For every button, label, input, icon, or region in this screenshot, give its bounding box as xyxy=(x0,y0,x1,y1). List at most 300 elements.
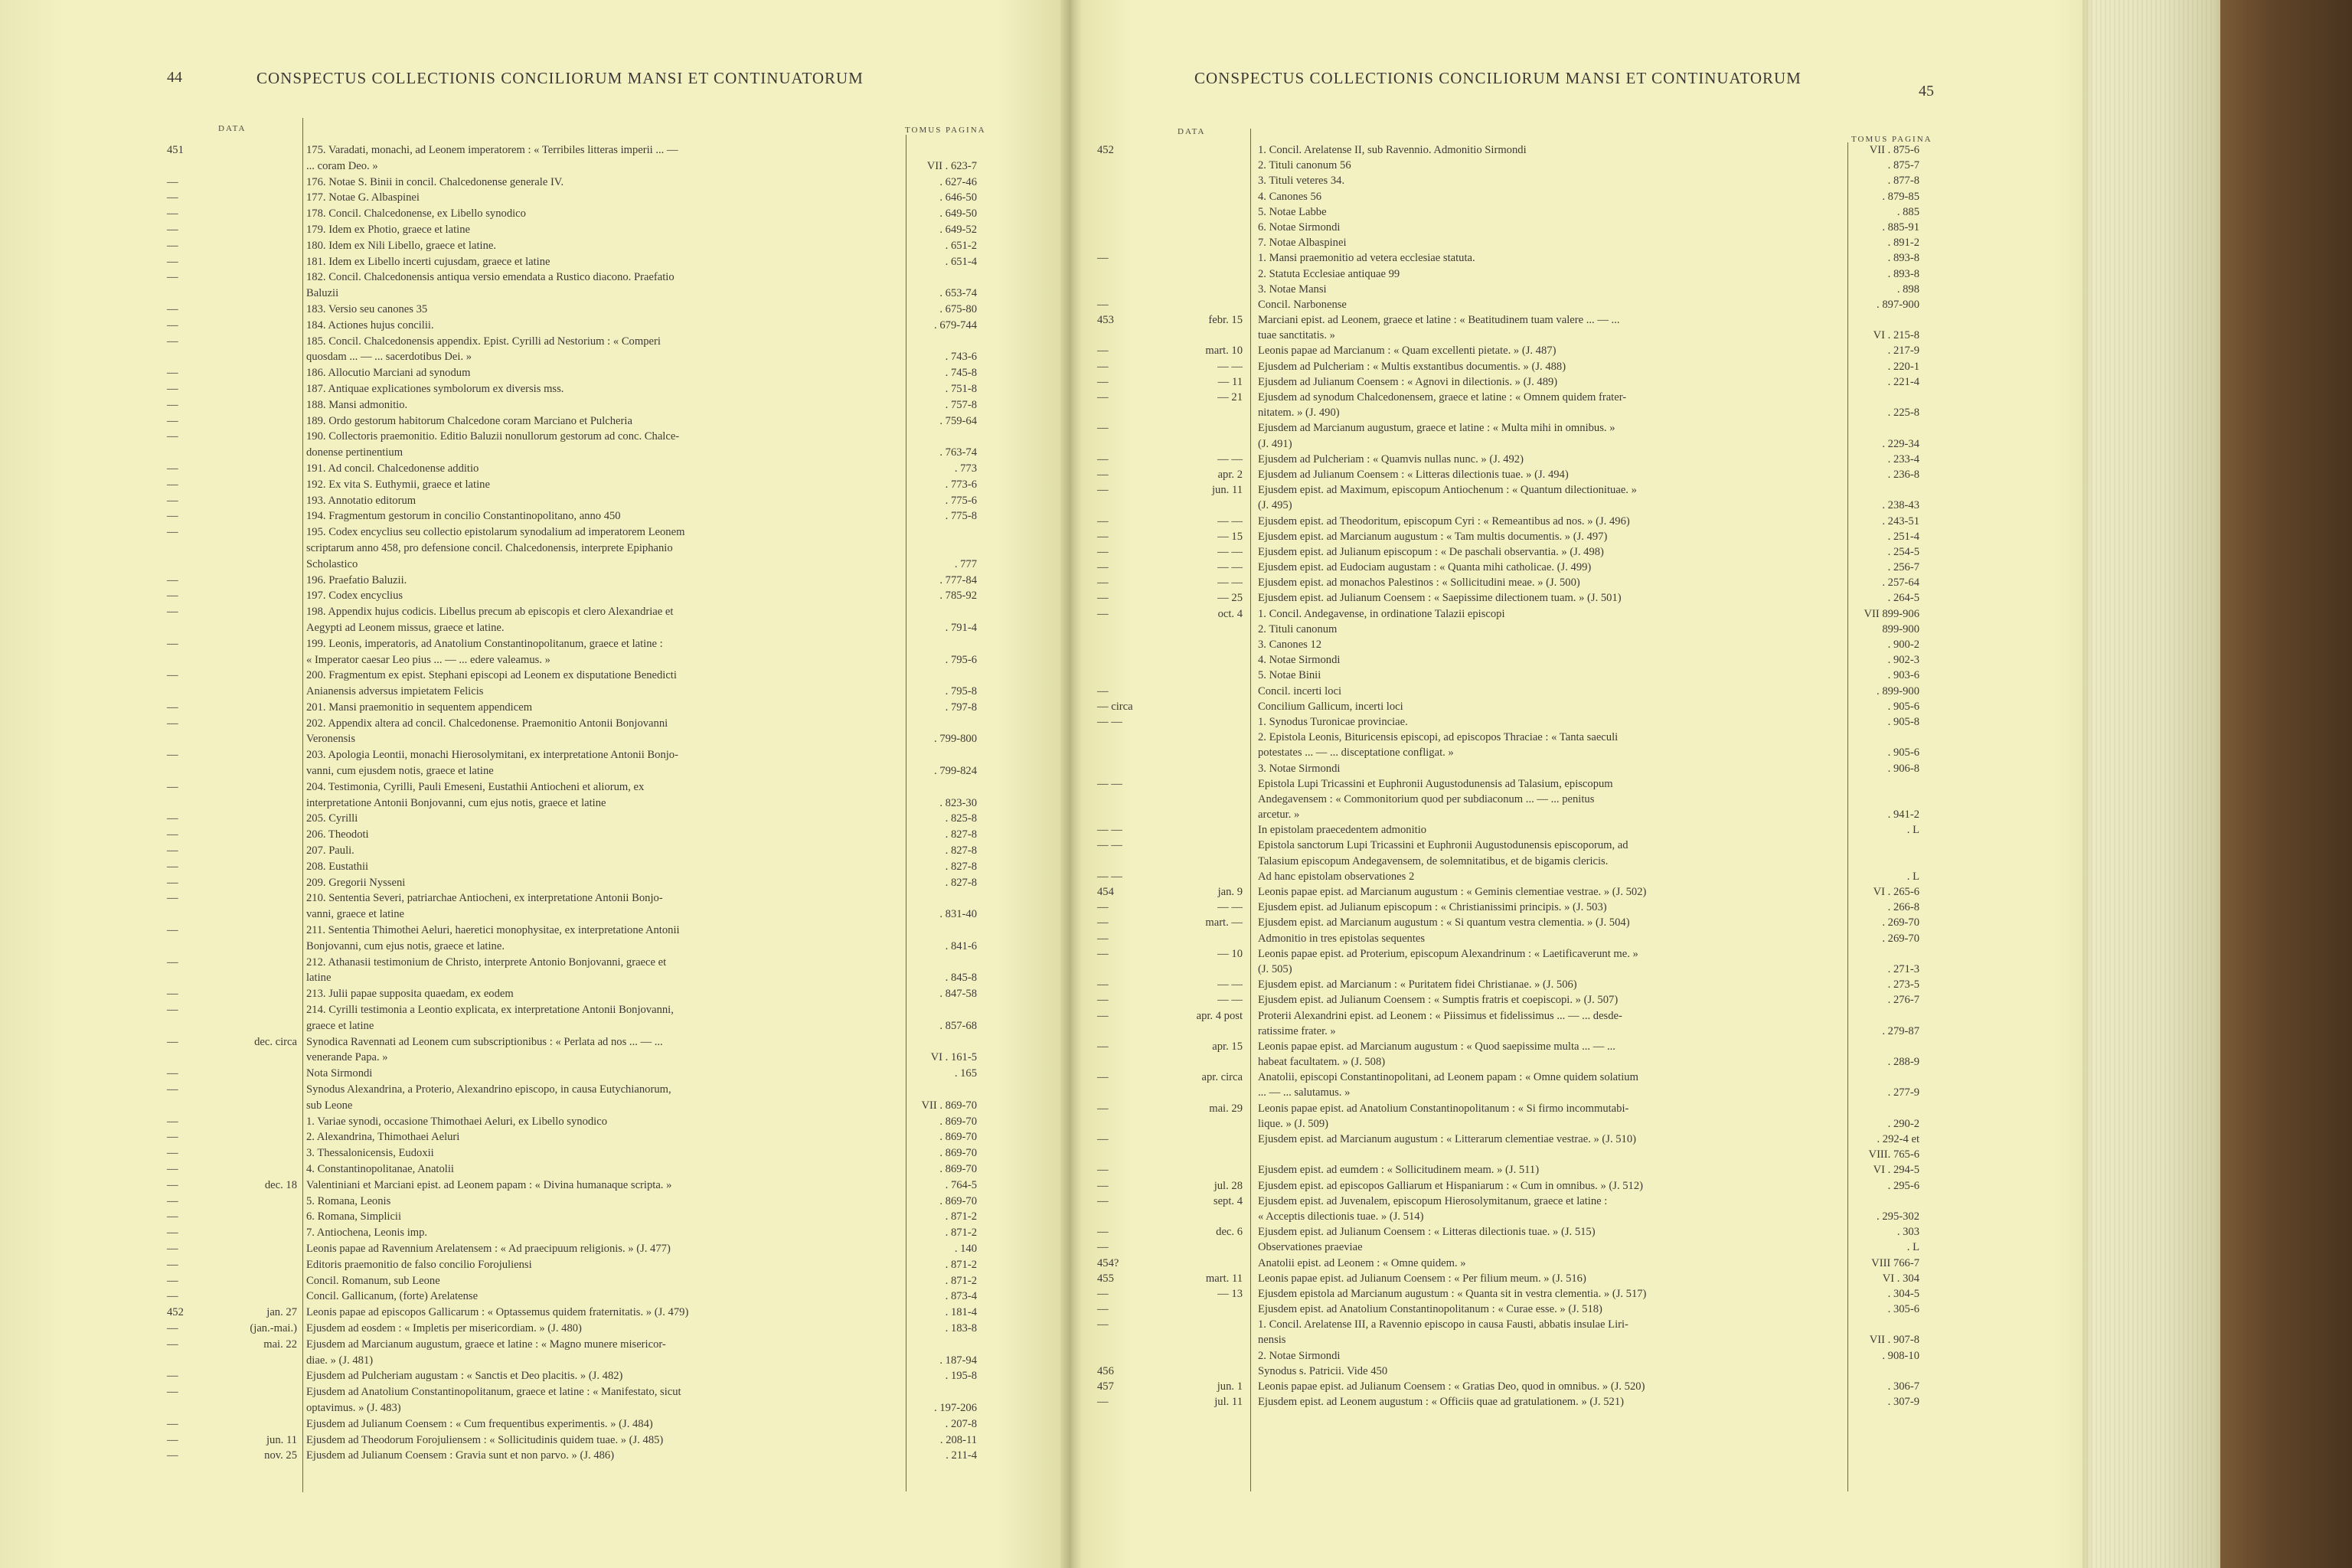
entry-text: 192. Ex vita S. Euthymii, graece et latine xyxy=(306,478,490,491)
entry-year: — xyxy=(1097,298,1109,311)
entry-text: nitatem. » (J. 490) xyxy=(1258,407,1340,420)
entry-year: — xyxy=(1097,1396,1109,1409)
entry-volume-page: . 869-70 xyxy=(939,1115,977,1128)
entry-volume-page: . 279-87 xyxy=(1882,1024,1919,1037)
entry-year: — xyxy=(167,780,178,793)
entry-volume-page: . L xyxy=(1906,870,1919,883)
entry-text: Talasium episcopum Andegavensem, de solemnitatibus, et de bigamis clericis. xyxy=(1258,854,1609,867)
entry-text: 193. Annotatio editorum xyxy=(306,494,416,507)
entry-year: — xyxy=(167,271,178,284)
entry-volume-page: . 875-7 xyxy=(1887,159,1919,172)
entry-text: nensis xyxy=(1258,1334,1286,1347)
entry-year: — xyxy=(1097,484,1109,497)
entry-year: — xyxy=(1097,375,1109,388)
entry-volume-page: . 757-8 xyxy=(945,398,977,411)
entry-text: Ejusdem epist. ad Leonem augustum : « Officiis quae ad gratulationem. » (J. 521) xyxy=(1258,1396,1624,1409)
entry-volume-page: . 823-30 xyxy=(939,796,977,809)
col-data-right: DATA xyxy=(1178,127,1206,136)
entry-year: — xyxy=(167,302,178,315)
entry-volume-page: . 751-8 xyxy=(945,382,977,395)
entry-year: — xyxy=(1097,514,1109,528)
entry-date: jan. 27 xyxy=(266,1306,297,1319)
entry-text: 184. Actiones hujus concilii. xyxy=(306,318,434,332)
entry-text: Ejusdem epist. ad episcopos Galliarum et Hispaniarum : « Cum in omnibus. » (J. 512) xyxy=(1258,1179,1644,1192)
entry-year: — xyxy=(167,1115,178,1128)
entry-volume-page: . 264-5 xyxy=(1887,592,1919,605)
entry-volume-page: . 269-70 xyxy=(1882,932,1919,945)
gutter xyxy=(1060,0,1082,1568)
entry-volume-page: . 307-9 xyxy=(1887,1396,1919,1409)
entry-volume-page: . 257-64 xyxy=(1882,577,1919,590)
page-header-right: CONSPECTUS COLLECTIONIS CONCILIORUM MANSI ET CONTINUATORUM xyxy=(1194,69,1802,87)
entry-text: 212. Athanasii testimonium de Christo, interprete Antonio Bonjovanni, graece et xyxy=(306,956,667,969)
entry-date: — 11 xyxy=(1217,375,1243,388)
entry-text: 214. Cyrilli testimonia a Leontio explicata, ex interpretatione Antonii Bonjovanni, xyxy=(306,1004,674,1017)
entry-year: — xyxy=(167,1004,178,1017)
entry-year: — xyxy=(167,239,178,252)
entry-volume-page: . 905-8 xyxy=(1887,715,1919,728)
entry-date: — 21 xyxy=(1217,391,1243,403)
entry-date: apr. circa xyxy=(1201,1071,1243,1084)
entry-year: — xyxy=(1097,1040,1109,1053)
entry-year: — xyxy=(167,414,178,427)
entry-year: — xyxy=(167,1417,178,1430)
entry-year: — — xyxy=(1097,870,1122,883)
entry-text: Valentiniani et Marciani epist. ad Leonem papam : « Divina humanaque scripta. » xyxy=(306,1178,672,1191)
entry-year: — xyxy=(1097,452,1109,466)
entry-text: 1. Concil. Andegavense, in ordinatione Talazii episcopi xyxy=(1258,607,1505,620)
entry-volume-page: . 885-91 xyxy=(1882,220,1919,234)
entry-year: — — xyxy=(1097,824,1122,837)
entry-year: — xyxy=(1097,1164,1109,1177)
left-page xyxy=(0,0,1060,1568)
entry-text: Leonis papae epist. ad Marcianum augustum : « Quod saepissime multa ... — ... xyxy=(1258,1040,1615,1053)
entry-volume-page: . 236-8 xyxy=(1887,468,1919,481)
entry-volume-page: . 905-6 xyxy=(1887,700,1919,713)
entry-volume-page: . 775-8 xyxy=(945,510,977,523)
entry-year: 452 xyxy=(167,1306,184,1319)
entry-text: Ejusdem epist. ad Marcianum augustum : « Si quantum vestra clementia. » (J. 504) xyxy=(1258,916,1630,929)
entry-volume-page: . 181-4 xyxy=(945,1306,977,1319)
entry-year: — xyxy=(167,175,178,188)
entry-volume-page: . 941-2 xyxy=(1887,808,1919,822)
entry-year: — xyxy=(167,606,178,619)
entry-text: Ejusdem epist. ad Julianum Coensem : « Saepissime dilectionem tuam. » (J. 501) xyxy=(1258,592,1622,605)
entry-volume-page: VII . 869-70 xyxy=(921,1099,977,1112)
entry-text: Ejusdem epist. ad Anatolium Constantinopolitanum : « Curae esse. » (J. 518) xyxy=(1258,1303,1602,1316)
entry-volume-page: . 271-3 xyxy=(1887,962,1919,975)
entry-volume-page: . 276-7 xyxy=(1887,994,1919,1007)
entry-text: Ejusdem ad Julianum Coensem : « Agnovi in dilectionis. » (J. 489) xyxy=(1258,375,1558,388)
entry-text: Admonitio in tres epistolas sequentes xyxy=(1258,932,1426,945)
entry-volume-page: . 908-10 xyxy=(1882,1349,1919,1362)
entry-date: sept. 4 xyxy=(1213,1194,1243,1207)
entry-text: Leonis papae epist. ad Marcianum augustum : « Geminis clementiae vestrae. » (J. 502) xyxy=(1258,886,1647,898)
entry-text: « Imperator caesar Leo pius ... — ... edere valeamus. » xyxy=(306,653,550,666)
entry-volume-page: . 183-8 xyxy=(945,1321,977,1334)
entry-year: — xyxy=(1097,1179,1109,1192)
entry-text: quosdam ... — ... sacerdotibus Dei. » xyxy=(306,351,472,364)
entry-year: — xyxy=(167,398,178,411)
entry-year: — — xyxy=(1097,839,1122,852)
entry-volume-page: . 785-92 xyxy=(939,590,977,603)
entry-text: Editoris praemonitio de falso concilio Forojuliensi xyxy=(306,1258,532,1271)
entry-year: — xyxy=(167,1147,178,1160)
entry-volume-page: . 777-84 xyxy=(939,573,977,586)
entry-text: 189. Ordo gestorum habitorum Chalcedone coram Marciano et Pulcheria xyxy=(306,414,632,427)
entry-volume-page: VII . 623-7 xyxy=(926,159,977,172)
entry-text: 4. Notae Sirmondi xyxy=(1258,654,1341,667)
entry-text: Leonis papae epist. ad Proterium, episcopum Alexandrinum : « Laetificaverunt me. » xyxy=(1258,947,1638,960)
entry-volume-page: VII 899-906 xyxy=(1864,607,1919,620)
entry-date: — 25 xyxy=(1217,592,1243,605)
entry-year: — xyxy=(1097,994,1109,1007)
entry-text: Marciani epist. ad Leonem, graece et latine : « Beatitudinem tuam valere ... — ... xyxy=(1258,314,1620,327)
entry-text: Ejusdem epist. ad Marcianum augustum : « Litterarum clementiae vestrae. » (J. 510) xyxy=(1258,1133,1637,1145)
entry-text: Proterii Alexandrini epist. ad Leonem : « Piissimus et fidelissimus ... — ... desde- xyxy=(1258,1009,1622,1022)
entry-year: — xyxy=(1097,422,1109,435)
entry-text: 5. Notae Labbe xyxy=(1258,205,1327,218)
entry-volume-page: . 905-6 xyxy=(1887,746,1919,760)
entry-text: 2. Tituli canonum 56 xyxy=(1258,159,1351,172)
entry-text: 210. Sententia Severi, patriarchae Antiocheni, ex interpretatione Antonii Bonjo- xyxy=(306,892,663,905)
entry-year: — xyxy=(1097,345,1109,358)
entry-text: In epistolam praecedentem admonitio xyxy=(1258,824,1427,837)
entry-text: 7. Antiochena, Leonis imp. xyxy=(306,1227,428,1240)
entry-volume-page: . 269-70 xyxy=(1882,916,1919,929)
entry-year: — xyxy=(167,828,178,841)
entry-date: mart. — xyxy=(1205,916,1243,929)
entry-volume-page: . 220-1 xyxy=(1887,360,1919,373)
entry-year: 457 xyxy=(1097,1380,1114,1393)
entry-volume-page: VI . 304 xyxy=(1882,1272,1919,1285)
entry-text: Ejusdem ad Pulcheriam : « Quamvis nullas nunc. » (J. 492) xyxy=(1258,452,1524,466)
entry-date: febr. 15 xyxy=(1208,314,1243,327)
entry-text: Ejusdem ad Marcianum augustum, graece et latine : « Magno munere misericor- xyxy=(306,1338,666,1351)
entry-date: — — xyxy=(1217,994,1243,1007)
entry-year: — xyxy=(1097,530,1109,543)
entry-volume-page: . 195-8 xyxy=(945,1370,977,1383)
entry-volume-page: . 879-85 xyxy=(1882,190,1919,203)
entry-text: 197. Codex encyclius xyxy=(306,590,403,603)
entry-year: — xyxy=(1097,561,1109,574)
entry-year: — xyxy=(167,1083,178,1096)
entry-year: — xyxy=(167,988,178,1001)
entry-text: Ejusdem epist. ad monachos Palestinos : « Sollicitudini meae. » (J. 500) xyxy=(1258,577,1580,590)
entry-year: — xyxy=(167,191,178,204)
entry-year: — xyxy=(167,1370,178,1383)
entry-volume-page: . 277-9 xyxy=(1887,1086,1919,1099)
entry-text: diae. » (J. 481) xyxy=(306,1354,374,1367)
entry-volume-page: . 251-4 xyxy=(1887,530,1919,543)
entry-volume-page: . 273-5 xyxy=(1887,978,1919,991)
entry-year: 454? xyxy=(1097,1256,1119,1269)
entry-date: mart. 11 xyxy=(1205,1272,1243,1285)
entry-text: 205. Cyrilli xyxy=(306,812,358,825)
entry-volume-page: . 845-8 xyxy=(945,972,977,985)
entry-text: Anatolii epist. ad Leonem : « Omne quidem. » xyxy=(1258,1256,1466,1269)
entry-date: apr. 4 post xyxy=(1196,1009,1243,1022)
entry-text: Ejusdem ad Julianum Coensem : « Cum frequentibus experimentis. » (J. 484) xyxy=(306,1417,653,1430)
entry-year: — — xyxy=(1097,777,1122,790)
entry-volume-page: . 679-744 xyxy=(934,318,977,332)
entry-year: — xyxy=(167,1178,178,1191)
entry-date: nov. 25 xyxy=(264,1449,297,1462)
entry-text: Leonis papae epist. ad Anatolium Constantinopolitanum : « Si firmo incommutabi- xyxy=(1258,1102,1629,1115)
entry-year: — circa xyxy=(1097,700,1133,713)
entry-volume-page: . 207-8 xyxy=(945,1417,977,1430)
entry-year: — xyxy=(1097,577,1109,590)
entry-year: — — xyxy=(1097,715,1122,728)
entry-year: — xyxy=(167,382,178,395)
entry-text: Concil. Gallicanum, (forte) Arelatense xyxy=(306,1290,479,1303)
entry-volume-page: VIII 766-7 xyxy=(1871,1256,1919,1269)
entry-year: — xyxy=(167,924,178,937)
entry-year: — xyxy=(1097,684,1109,697)
entry-year: — xyxy=(167,749,178,762)
entry-volume-page: . 233-4 xyxy=(1887,452,1919,466)
entry-volume-page: . 646-50 xyxy=(939,191,977,204)
entry-text: Ejusdem epist. ad Julianum episcopum : « De paschali observantia. » (J. 498) xyxy=(1258,545,1604,558)
entry-text: 178. Concil. Chalcedonense, ex Libello synodico xyxy=(306,207,526,220)
entry-text: 201. Mansi praemonitio in sequentem appendicem xyxy=(306,701,533,714)
entry-text: 203. Apologia Leontii, monachi Hierosolymitani, ex interpretatione Antonii Bonjo- xyxy=(306,749,678,762)
entry-text: 7. Notae Albaspinei xyxy=(1258,237,1347,250)
entry-text: 4. Constantinopolitanae, Anatolii xyxy=(306,1163,454,1175)
entry-volume-page: . 871-2 xyxy=(945,1274,977,1287)
entry-year: — xyxy=(167,573,178,586)
entry-year: — xyxy=(167,526,178,539)
entry-text: 183. Versio seu canones 35 xyxy=(306,302,428,315)
column-rule xyxy=(302,118,303,1492)
entry-text: 3. Tituli veteres 34. xyxy=(1258,175,1345,188)
entry-text: 3. Notae Sirmondi xyxy=(1258,762,1341,775)
entry-volume-page: . 745-8 xyxy=(945,367,977,380)
entry-year: — xyxy=(1097,916,1109,929)
entry-text: ratissime frater. » xyxy=(1258,1024,1336,1037)
entry-text: vanni, graece et latine xyxy=(306,908,405,921)
entry-volume-page: . 306-7 xyxy=(1887,1380,1919,1393)
entry-volume-page: . 847-58 xyxy=(939,988,977,1001)
entry-text: Ejusdem epist. ad Julianum episcopum : « Christianissimi principis. » (J. 503) xyxy=(1258,901,1607,914)
entry-text: Concil. Narbonense xyxy=(1258,298,1347,311)
entry-text: 1. Concil. Arelatense III, a Ravennio episcopo in causa Fausti, abbatis insulae Liri- xyxy=(1258,1318,1628,1331)
entry-text: Epistola sanctorum Lupi Tricassini et Euphronii Augustodunensis episcoporum, ad xyxy=(1258,839,1628,852)
entry-text: Bonjovanni, cum ejus notis, graece et latine. xyxy=(306,939,505,952)
entry-year: — xyxy=(1097,1241,1109,1254)
entry-text: 198. Appendix hujus codicis. Libellus precum ab episcopis et clero Alexandriae et xyxy=(306,606,674,619)
entry-year: 455 xyxy=(1097,1272,1114,1285)
entry-text: 3. Thessalonicensis, Eudoxii xyxy=(306,1147,434,1160)
entry-text: Anatolii, episcopi Constantinopolitani, ad Leonem papam : « Omne quidem solatium xyxy=(1258,1071,1638,1084)
entry-date: — — xyxy=(1217,360,1243,373)
entry-text: 175. Varadati, monachi, ad Leonem imperatorem : « Terribiles litteras imperii ... — xyxy=(306,144,678,156)
col-data-left: DATA xyxy=(218,124,247,133)
entry-text: Synodica Ravennati ad Leonem cum subscriptionibus : « Perlata ad nos ... — ... xyxy=(306,1035,663,1048)
entry-text: 2. Notae Sirmondi xyxy=(1258,1349,1341,1362)
entry-volume-page: . 827-8 xyxy=(945,844,977,858)
entry-year: 454 xyxy=(1097,886,1114,898)
entry-volume-page: . 900-2 xyxy=(1887,639,1919,651)
entry-year: — xyxy=(167,844,178,858)
column-rule xyxy=(1250,129,1251,1491)
entry-text: 211. Sententia Thimothei Aeluri, haeretici monophysitae, ex interpretatione Antonii xyxy=(306,924,680,937)
entry-date: — — xyxy=(1217,452,1243,466)
entry-text: 2. Alexandrina, Thimothaei Aeluri xyxy=(306,1131,460,1144)
entry-text: Epistola Lupi Tricassini et Euphronii Augustodunensis ad Talasium, episcopum xyxy=(1258,777,1613,790)
entry-text: 209. Gregorii Nysseni xyxy=(306,876,406,889)
entry-text: Ejusdem ad Theodorum Forojuliensem : « Sollicitudinis quidem tuae. » (J. 485) xyxy=(306,1433,664,1446)
entry-year: — xyxy=(167,1163,178,1175)
entry-text: 1. Mansi praemonitio ad vetera ecclesiae statuta. xyxy=(1258,252,1475,265)
entry-year: — xyxy=(1097,978,1109,991)
entry-text: Ejusdem epistola ad Marcianum augustum : « Quanta sit in vestra clementia. » (J. 517) xyxy=(1258,1287,1647,1300)
entry-year: — xyxy=(167,1194,178,1207)
entry-volume-page: . 651-2 xyxy=(945,239,977,252)
entry-text: 176. Notae S. Binii in concil. Chalcedonense generale IV. xyxy=(306,175,564,188)
entry-date: jan. 9 xyxy=(1217,886,1243,898)
entry-text: 186. Allocutio Marciani ad synodum xyxy=(306,367,471,380)
entry-year: — xyxy=(1097,1226,1109,1239)
entry-volume-page: VIII. 765-6 xyxy=(1868,1148,1919,1161)
entry-text: 196. Praefatio Baluzii. xyxy=(306,573,407,586)
entry-year: — xyxy=(167,1338,178,1351)
entry-volume-page: . 869-70 xyxy=(939,1163,977,1175)
entry-text: 195. Codex encyclius seu collectio epistolarum synodalium ad imperatorem Leonem xyxy=(306,526,685,539)
entry-year: — xyxy=(167,462,178,475)
entry-volume-page: . 871-2 xyxy=(945,1258,977,1271)
entry-volume-page: . 902-3 xyxy=(1887,654,1919,667)
entry-year: — xyxy=(1097,391,1109,403)
entry-year: — xyxy=(167,1067,178,1080)
entry-volume-page: . 197-206 xyxy=(934,1401,977,1414)
entry-volume-page: . 211-4 xyxy=(946,1449,977,1462)
entry-text: Ejusdem ad Pulcheriam : « Multis exstantibus documentis. » (J. 488) xyxy=(1258,360,1566,373)
entry-text: Synodus s. Patricii. Vide 450 xyxy=(1258,1364,1388,1377)
entry-year: — xyxy=(167,1386,178,1399)
entry-year: — xyxy=(1097,360,1109,373)
entry-text: (J. 495) xyxy=(1258,499,1292,512)
entry-year: — xyxy=(167,637,178,650)
entry-text: 190. Collectoris praemonitio. Editio Baluzii nonullorum gestorum ad conc. Chalce- xyxy=(306,430,680,443)
entry-year: — xyxy=(167,494,178,507)
entry-volume-page: . 885 xyxy=(1896,205,1919,218)
entry-text: Ejusdem ad synodum Chalcedonensem, graece et latine : « Omnem quidem frater- xyxy=(1258,391,1627,403)
entry-text: scriptarum anno 458, pro defensione concil. Chalcedonensis, interprete Epiphanio xyxy=(306,541,673,554)
entry-year: — xyxy=(167,223,178,236)
entry-year: — xyxy=(1097,545,1109,558)
column-rule xyxy=(1847,142,1848,1491)
entry-date: — 13 xyxy=(1217,1287,1243,1300)
entry-volume-page: . 871-2 xyxy=(945,1227,977,1240)
entry-text: 6. Romana, Simplicii xyxy=(306,1210,402,1223)
entry-volume-page: . 675-80 xyxy=(939,302,977,315)
entry-volume-page: . 871-2 xyxy=(945,1210,977,1223)
entry-volume-page: VII . 907-8 xyxy=(1869,1334,1919,1347)
entry-volume-page: . 906-8 xyxy=(1887,762,1919,775)
entry-text: 194. Fragmentum gestorum in concilio Constantinopolitano, anno 450 xyxy=(306,510,621,523)
entry-volume-page: . 773-6 xyxy=(945,478,977,491)
entry-year: 456 xyxy=(1097,1364,1114,1377)
entry-volume-page: . 229-34 xyxy=(1882,437,1919,450)
entry-year: — xyxy=(167,701,178,714)
entry-volume-page: VII . 875-6 xyxy=(1869,144,1919,156)
entry-volume-page: . 797-8 xyxy=(945,701,977,714)
entry-year: — xyxy=(1097,1009,1109,1022)
entry-date: — — xyxy=(1217,978,1243,991)
entry-text: graece et latine xyxy=(306,1019,374,1032)
entry-text: Observationes praeviae xyxy=(1258,1241,1363,1254)
entry-volume-page: . 292-4 et xyxy=(1877,1133,1919,1145)
entry-year: — xyxy=(1097,607,1109,620)
entry-volume-page: . 795-6 xyxy=(945,653,977,666)
entry-year: — xyxy=(1097,1071,1109,1084)
entry-volume-page: . 208-11 xyxy=(939,1433,977,1446)
entry-volume-page: . 799-824 xyxy=(934,765,977,778)
entry-text: 191. Ad concil. Chalcedonense additio xyxy=(306,462,479,475)
entry-year: — xyxy=(167,318,178,332)
entry-volume-page: VI . 294-5 xyxy=(1873,1164,1919,1177)
entry-text: Leonis papae ad Marcianum : « Quam excellenti pietate. » (J. 487) xyxy=(1258,345,1557,358)
entry-volume-page: . 827-8 xyxy=(945,876,977,889)
entry-text: (J. 491) xyxy=(1258,437,1292,450)
entry-date: mai. 29 xyxy=(1209,1102,1243,1115)
entry-volume-page: . 763-74 xyxy=(939,446,977,459)
entry-text: 2. Epistola Leonis, Bituricensis episcopi, ad episcopos Thraciae : « Tanta saeculi xyxy=(1258,731,1619,744)
book-cover xyxy=(2220,0,2352,1568)
entry-year: — xyxy=(167,430,178,443)
entry-date: — — xyxy=(1217,561,1243,574)
entry-year: — xyxy=(167,956,178,969)
entry-volume-page: . 877-8 xyxy=(1887,175,1919,188)
entry-volume-page: . 295-6 xyxy=(1887,1179,1919,1192)
entry-year: — xyxy=(1097,901,1109,914)
entry-year: — xyxy=(167,812,178,825)
entry-text: 5. Notae Binii xyxy=(1258,669,1321,682)
entry-year: 453 xyxy=(1097,314,1114,327)
entry-text: 3. Notae Mansi xyxy=(1258,283,1327,296)
entry-text: 213. Julii papae supposita quaedam, ex eodem xyxy=(306,988,514,1001)
entry-text: Scholastico xyxy=(306,557,358,570)
entry-date: oct. 4 xyxy=(1217,607,1243,620)
entry-year: — xyxy=(167,590,178,603)
entry-year: — xyxy=(1097,468,1109,481)
entry-text: Concil. incerti loci xyxy=(1258,684,1342,697)
entry-volume-page: . 777 xyxy=(954,557,977,570)
entry-date: mart. 10 xyxy=(1205,345,1243,358)
entry-text: latine xyxy=(306,972,332,985)
entry-volume-page: . 869-70 xyxy=(939,1147,977,1160)
entry-year: — xyxy=(167,1290,178,1303)
entry-date: dec. 18 xyxy=(264,1178,297,1191)
entry-volume-page: . 773 xyxy=(954,462,977,475)
page-header-left: CONSPECTUS COLLECTIONIS CONCILIORUM MANSI ET CONTINUATORUM xyxy=(256,69,864,87)
entry-volume-page: . 225-8 xyxy=(1887,407,1919,420)
entry-volume-page: . 217-9 xyxy=(1887,345,1919,358)
entry-year: — xyxy=(167,367,178,380)
entry-text: Nota Sirmondi xyxy=(306,1067,373,1080)
entry-text: Ejusdem epist. ad Maximum, episcopum Antiochenum : « Quantum dilectionituae. » xyxy=(1258,484,1637,497)
entry-text: Ejusdem ad Julianum Coensem : Gravia sunt et non parvo. » (J. 486) xyxy=(306,1449,615,1462)
entry-text: 199. Leonis, imperatoris, ad Anatolium Constantinopolitanum, graece et latine : xyxy=(306,637,663,650)
entry-text: habeat facultatem. » (J. 508) xyxy=(1258,1056,1386,1069)
entry-volume-page: . L xyxy=(1906,824,1919,837)
entry-volume-page: . 187-94 xyxy=(939,1354,977,1367)
entry-text: Andegavensem : « Commonitorium quod per subdiaconum ... — ... penitus xyxy=(1258,792,1595,805)
entry-volume-page: . 898 xyxy=(1896,283,1919,296)
entry-text: Synodus Alexandrina, a Proterio, Alexandrino episcopo, in causa Eutychianorum, xyxy=(306,1083,671,1096)
entry-text: 179. Idem ex Photio, graece et latine xyxy=(306,223,470,236)
